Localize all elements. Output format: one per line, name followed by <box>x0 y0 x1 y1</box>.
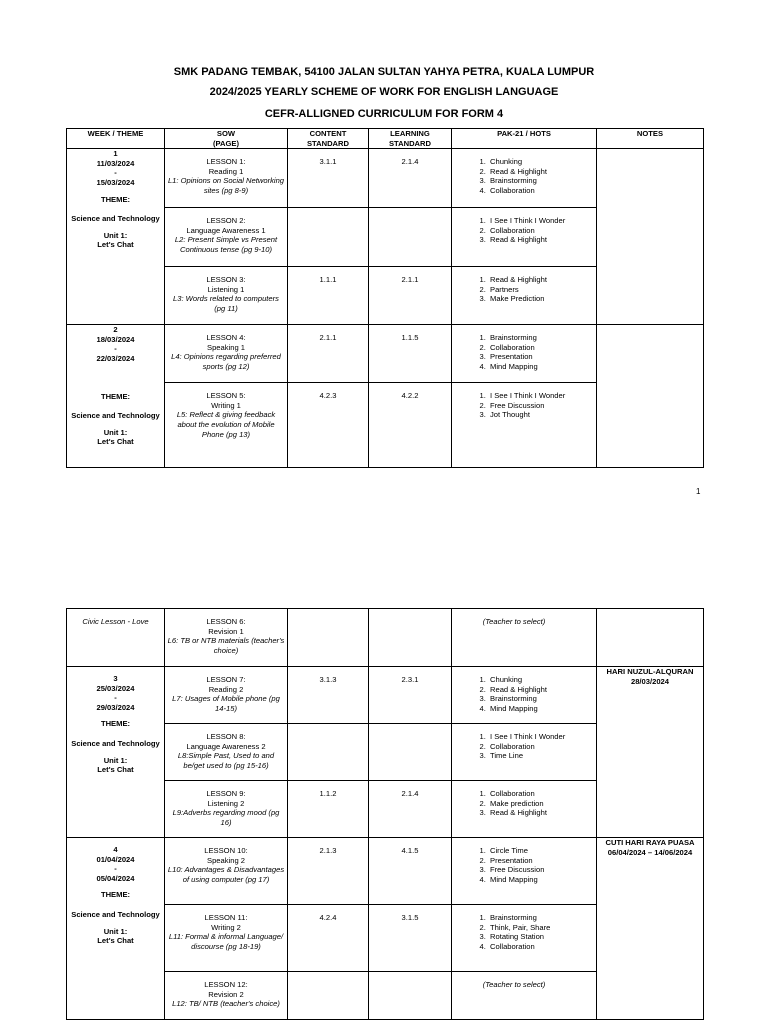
learning-standard <box>369 724 452 781</box>
table-row <box>67 609 704 667</box>
lesson-cell: LESSON 1: Reading 1 L1: Opinions on Social Networking sites (pg 8-9) <box>165 149 288 208</box>
holiday-raya-title: CUTI HARI RAYA PUASA <box>605 838 695 847</box>
learning-standard: 2.3.1 <box>369 667 452 724</box>
pak21-cell: (Teacher to select) <box>452 972 597 1020</box>
pak21-cell: (Teacher to select) <box>452 609 597 667</box>
col-sow: SOW (PAGE) <box>165 129 288 149</box>
content-standard: 3.1.1 <box>288 149 369 208</box>
week-cell: 3 25/03/2024 - 29/03/2024 THEME: Science and Technology Unit 1: Let's Chat <box>67 667 165 838</box>
lesson-cell: LESSON 3: Listening 1 L3: Words related to computers (pg 11) <box>165 267 288 325</box>
pak21-list: 1. Read & Highlight 2. Partners 3. Make Prediction <box>452 267 597 325</box>
holiday-raya-date: 06/04/2024 – 14/06/2024 <box>607 847 693 857</box>
notes-cell <box>597 838 704 1020</box>
civic-lesson-cell: Civic Lesson - Love <box>67 609 165 667</box>
lesson-cell: LESSON 5: Writing 1 L5: Reflect & giving feedback about the evolution of Mobile Phone (pg 13) <box>165 383 288 468</box>
learning-standard: 4.2.2 <box>369 383 452 468</box>
lesson-cell: LESSON 6: Revision 1 L6: TB or NTB materials (teacher's choice) <box>165 609 288 667</box>
content-standard: 4.2.4 <box>288 905 369 972</box>
col-pak21-hots: PAK-21 / HOTS <box>452 129 597 149</box>
pak21-list: 1. Collaboration 2. Make prediction 3. Read & Highlight <box>452 781 597 838</box>
pak21-list: 1. I See I Think I Wonder 2. Free Discussion 3. Jot Thought <box>452 383 597 468</box>
notes-cell <box>597 325 704 468</box>
week-cell: 2 18/03/2024 - 22/03/2024 THEME: Science and Technology Unit 1: Let's Chat <box>67 325 165 468</box>
content-standard: 1.1.1 <box>288 267 369 325</box>
content-standard: 2.1.3 <box>288 838 369 905</box>
lesson-cell: LESSON 9: Listening 2 L9:Adverbs regarding mood (pg 16) <box>165 781 288 838</box>
learning-standard <box>369 208 452 267</box>
learning-standard: 2.1.4 <box>369 781 452 838</box>
week-cell: 1 11/03/2024 - 15/03/2024 THEME: Science and Technology Unit 1: Let's Chat <box>67 149 165 325</box>
lesson-cell: LESSON 10: Speaking 2 L10: Advantages & Disadvantages of using computer (pg 17) <box>165 838 288 905</box>
col-week-theme: WEEK / THEME <box>67 129 165 149</box>
pak21-list: 1. Circle Time 2. Presentation 3. Free Discussion 4. Mind Mapping <box>452 838 597 905</box>
holiday-nuzul-title: HARI NUZUL-ALQURAN <box>606 667 694 676</box>
content-standard: 1.1.2 <box>288 781 369 838</box>
content-standard <box>288 724 369 781</box>
lesson-cell: LESSON 2: Language Awareness 1 L2: Present Simple vs Present Continuous tense (pg 9-10) <box>165 208 288 267</box>
content-standard: 3.1.3 <box>288 667 369 724</box>
table-row <box>67 667 704 724</box>
table-row <box>67 838 704 905</box>
content-standard <box>288 972 369 1020</box>
scheme-title: 2024/2025 YEARLY SCHEME OF WORK FOR ENGLISH LANGUAGE <box>209 86 559 98</box>
learning-standard <box>369 972 452 1020</box>
scheme-table-page-1 <box>66 128 704 468</box>
content-standard: 4.2.3 <box>288 383 369 468</box>
table-row <box>67 149 704 208</box>
col-notes: NOTES <box>597 129 704 149</box>
learning-standard <box>369 609 452 667</box>
learning-standard: 3.1.5 <box>369 905 452 972</box>
content-standard: 2.1.1 <box>288 325 369 383</box>
learning-standard: 1.1.5 <box>369 325 452 383</box>
week-cell: 4 01/04/2024 - 05/04/2024 THEME: Science and Technology Unit 1: Let's Chat <box>67 838 165 1020</box>
lesson-cell: LESSON 4: Speaking 1 L4: Opinions regarding preferred sports (pg 12) <box>165 325 288 383</box>
notes-cell <box>597 609 704 667</box>
learning-standard: 4.1.5 <box>369 838 452 905</box>
content-standard <box>288 208 369 267</box>
col-learning-standard: LEARNING STANDARD <box>369 129 452 149</box>
pak21-list: 1. Brainstorming 2. Think, Pair, Share 3. Rotating Station 4. Collaboration <box>452 905 597 972</box>
scheme-table-page-2 <box>66 608 704 1020</box>
lesson-cell: LESSON 7: Reading 2 L7: Usages of Mobile phone (pg 14-15) <box>165 667 288 724</box>
learning-standard: 2.1.4 <box>369 149 452 208</box>
content-standard <box>288 609 369 667</box>
lesson-cell: LESSON 11: Writing 2 L11: Formal & informal Language/ discourse (pg 18-19) <box>165 905 288 972</box>
pak21-list: 1. I See I Think I Wonder 2. Collaboration 3. Time Line <box>452 724 597 781</box>
notes-cell <box>597 667 704 838</box>
pak21-list: 1. Chunking 2. Read & Highlight 3. Brainstorming 4. Collaboration <box>452 149 597 208</box>
table-row <box>67 325 704 383</box>
holiday-nuzul-date: 28/03/2024 <box>630 676 669 686</box>
table-header-row <box>67 129 704 149</box>
learning-standard: 2.1.1 <box>369 267 452 325</box>
notes-cell <box>597 149 704 325</box>
curriculum-title: CEFR-ALLIGNED CURRICULUM FOR FORM 4 <box>264 108 504 120</box>
lesson-cell: LESSON 12: Revision 2 L12: TB/ NTB (teacher's choice) <box>165 972 288 1020</box>
page-number: 1 <box>696 487 701 496</box>
school-header: SMK PADANG TEMBAK, 54100 JALAN SULTAN YAHYA PETRA, KUALA LUMPUR <box>173 66 595 78</box>
col-content-standard: CONTENT STANDARD <box>288 129 369 149</box>
lesson-cell: LESSON 8: Language Awareness 2 L8:Simple Past, Used to and be/get used to (pg 15-16) <box>165 724 288 781</box>
pak21-list: 1. I See I Think I Wonder 2. Collaboration 3. Read & Highlight <box>452 208 597 267</box>
pak21-list: 1. Chunking 2. Read & Highlight 3. Brainstorming 4. Mind Mapping <box>452 667 597 724</box>
pak21-list: 1. Brainstorming 2. Collaboration 3. Presentation 4. Mind Mapping <box>452 325 597 383</box>
